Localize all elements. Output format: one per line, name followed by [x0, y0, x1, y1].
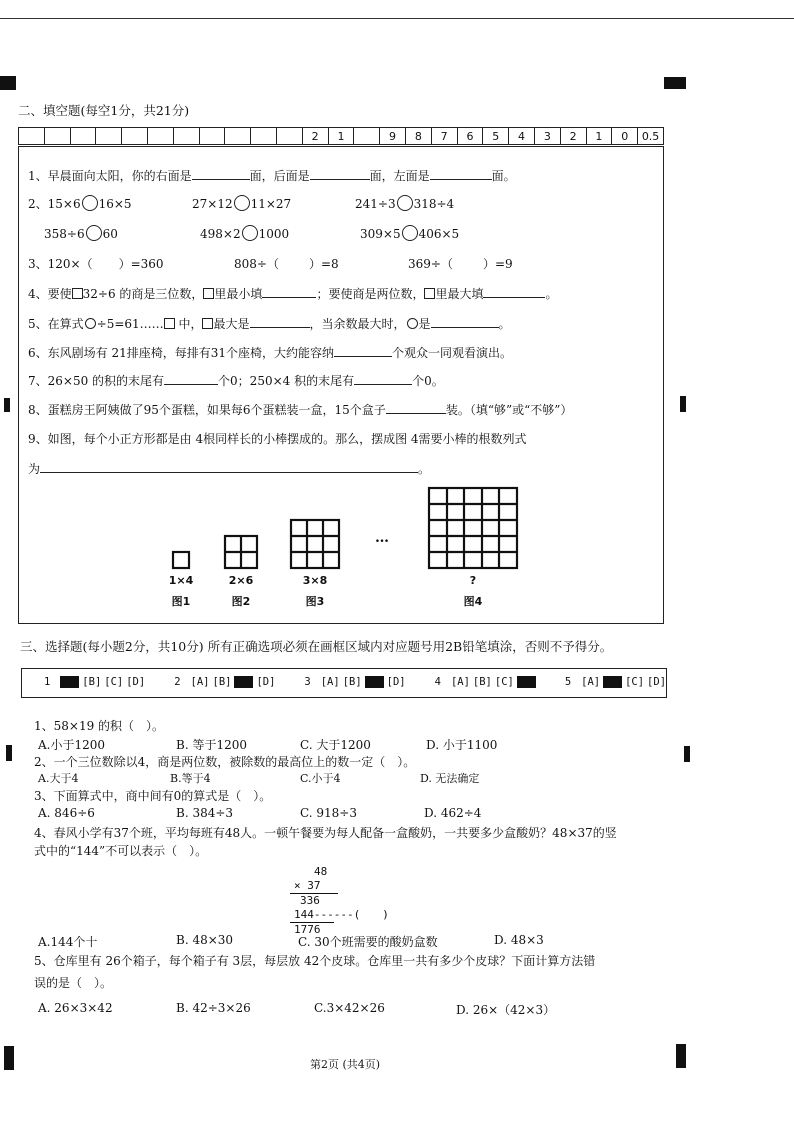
alignment-mark-bottom-right: [676, 1044, 686, 1068]
question-4: 4、要使 32÷6 的商是三位数， 里最小填 ；要使商是两位数， 里最大填 。: [28, 287, 558, 301]
answer-blank[interactable]: [386, 403, 446, 414]
score-cell: 4: [509, 128, 535, 145]
choice-1-stem: 1、58×19 的积（ ）。: [34, 719, 165, 733]
figure-4-grid: [429, 488, 517, 568]
figure-1-size: 1×4: [168, 574, 194, 587]
answer-bubble[interactable]: [C]: [625, 676, 645, 688]
answer-bubble[interactable]: [D]: [647, 676, 667, 688]
answer-bubble[interactable]: [D]: [126, 676, 146, 688]
box-placeholder: [72, 288, 83, 299]
question-2-row-1c: 241÷3 318÷4: [355, 197, 455, 211]
score-cell: 2: [560, 128, 586, 145]
choice-2-option-d[interactable]: D. 无法确定: [420, 772, 480, 785]
choice-2-option-c[interactable]: C.小于4: [300, 772, 341, 785]
figure-2-size: 2×6: [228, 574, 254, 587]
answer-blank[interactable]: [431, 317, 499, 328]
answer-bubble[interactable]: [A]: [450, 676, 470, 688]
question-5: 5、在算式 ÷5=61…… 中， 最大是 ，当余数最大时， 是 。: [28, 317, 511, 331]
compare-circle[interactable]: [402, 225, 418, 241]
choice-4-option-c[interactable]: C. 30个班需要的酸奶盒数: [298, 935, 438, 949]
answer-bubble[interactable]: [B]: [212, 676, 232, 688]
alignment-mark-mid-right: [680, 396, 686, 412]
choice-5-option-c[interactable]: C.3×42×26: [314, 1001, 385, 1015]
answer-bubble[interactable]: [A]: [320, 676, 340, 688]
figure-1-name: 图1: [171, 595, 191, 608]
compare-circle[interactable]: [242, 225, 258, 241]
section-title-choice: 三、选择题(每小题2分，共10分) 所有正确选项必须在画框区域内对应题号用2B铅笔填涂，否则不予得分。: [20, 639, 613, 654]
vertical-line-4: 144------( ): [290, 908, 334, 923]
answer-bubble[interactable]: [A]: [60, 676, 80, 688]
choice-1-option-b[interactable]: B. 等于1200: [176, 738, 247, 752]
answer-sheet-number: 4: [434, 676, 441, 688]
score-cell: 2: [302, 128, 328, 145]
answer-blank[interactable]: [310, 169, 370, 180]
vertical-line-1: 48: [314, 865, 328, 878]
answer-sheet-question-5: [565, 676, 669, 688]
answer-blank[interactable]: [192, 169, 250, 180]
figure-ellipsis: …: [375, 530, 389, 546]
question-6: 6、东风剧场有 21排座椅，每排有31个座椅，大约能容纳 个观众一同观看演出。: [28, 346, 513, 360]
answer-sheet-number: 5: [564, 676, 572, 688]
box-placeholder: [164, 318, 175, 329]
answer-blank[interactable]: [354, 374, 412, 385]
answer-sheet-number: 3: [304, 676, 311, 688]
choice-4-option-a[interactable]: A.144个十: [38, 935, 98, 949]
figure-4-size: ?: [469, 574, 477, 587]
answer-bubble[interactable]: [B]: [82, 676, 102, 688]
score-cell: 6: [457, 128, 483, 145]
question-3: 3、120×（ ）=360: [28, 257, 164, 271]
question-3c: 369÷（ ）=9: [408, 257, 513, 271]
question-9-line-2: 为 。: [28, 462, 431, 476]
question-7: 7、26×50 的积的末尾有 个0；250×4 积的末尾有 个0。: [28, 374, 444, 388]
vertical-line-3: 336: [300, 894, 320, 907]
question-2-row-1: 2、15×6 16×5: [28, 197, 132, 211]
circle-placeholder: [85, 318, 96, 329]
answer-sheet-question-2: [174, 676, 278, 688]
score-cell: [122, 128, 148, 145]
alignment-mark-mid-left: [4, 398, 10, 412]
figure-2-name: 图2: [231, 595, 251, 608]
question-1: 1、早晨面向太阳，你的右面是 面，后面是 面，左面是 面。: [28, 169, 516, 183]
answer-blank[interactable]: [430, 169, 492, 180]
page-footer: 第2页 (共4页): [310, 1058, 381, 1071]
figure-4-name: 图4: [463, 595, 483, 608]
choice-4-stem-line-2: 式中的“144”不可以表示（ ）。: [34, 844, 208, 858]
choice-2-option-b[interactable]: B.等于4: [170, 772, 211, 785]
vertical-line-5: 1776: [294, 923, 321, 936]
score-cell: 7: [431, 128, 457, 145]
score-cell: [251, 128, 277, 145]
answer-blank[interactable]: [334, 346, 392, 357]
figure-2-grid: [225, 536, 257, 568]
question-2-row-2c: 309×5 406×5: [360, 227, 460, 241]
score-cell: [276, 128, 302, 145]
box-placeholder: [424, 288, 435, 299]
choice-3-option-d[interactable]: D. 462÷4: [424, 806, 482, 820]
alignment-mark-low-left: [6, 745, 12, 761]
compare-circle[interactable]: [86, 225, 102, 241]
compare-circle[interactable]: [234, 195, 250, 211]
choice-1-option-a[interactable]: A.小于1200: [38, 738, 106, 752]
answer-blank[interactable]: [483, 287, 545, 298]
score-cell: 0: [612, 128, 638, 145]
choice-3-option-c[interactable]: C. 918÷3: [300, 806, 357, 820]
box-placeholder: [203, 288, 214, 299]
score-cell: 8: [405, 128, 431, 145]
answer-blank[interactable]: [164, 374, 218, 385]
section-title-fill-blank: 二、填空题(每空1分，共21分): [18, 103, 190, 118]
question-8: 8、蛋糕房王阿姨做了95个蛋糕，如果每6个蛋糕装一盒，15个盒子 装。（填“够”或“不够”）: [28, 403, 573, 417]
compare-circle[interactable]: [397, 195, 413, 211]
figure-3-name: 图3: [305, 595, 325, 608]
score-cell: 1: [328, 128, 354, 145]
answer-bubble[interactable]: [B]: [472, 676, 492, 688]
score-grid: [18, 127, 664, 145]
answer-bubble[interactable]: [D]: [256, 676, 276, 688]
choice-4-option-b[interactable]: B. 48×30: [176, 933, 234, 947]
answer-bubble[interactable]: [C]: [234, 676, 254, 688]
score-cell: 0.5: [638, 128, 664, 145]
vertical-line-2: × 37: [290, 879, 338, 894]
answer-sheet-question-1: [44, 676, 148, 688]
score-cell: 3: [534, 128, 560, 145]
answer-sheet-question-3: [304, 676, 408, 688]
alignment-mark-bottom-left: [4, 1046, 14, 1070]
compare-circle[interactable]: [82, 195, 98, 211]
score-cell: [173, 128, 199, 145]
answer-sheet-question-4: [435, 676, 539, 688]
question-2-row-2: 358÷6 60: [44, 227, 118, 241]
answer-bubble[interactable]: [C]: [364, 676, 384, 688]
choice-5-option-d[interactable]: D. 26×（42×3）: [456, 1003, 556, 1017]
top-rule: [0, 18, 794, 19]
answer-bubble[interactable]: [C]: [494, 676, 514, 688]
question-2-row-2b: 498×2 1000: [200, 227, 290, 241]
answer-bubble[interactable]: [A]: [190, 676, 210, 688]
question-2-row-1b: 27×12 11×27: [192, 197, 292, 211]
choice-5-stem-line-2: 误的是（ ）。: [34, 976, 113, 990]
vertical-multiplication: [290, 865, 389, 937]
choice-3-option-a[interactable]: A. 846÷6: [38, 806, 95, 820]
matchstick-figures: [0, 470, 560, 610]
choice-4-option-d[interactable]: D. 48×3: [494, 933, 544, 947]
answer-bubble[interactable]: [D]: [386, 676, 406, 688]
score-cell: [96, 128, 122, 145]
score-cell: [147, 128, 173, 145]
choice-3-option-b[interactable]: B. 384÷3: [176, 806, 234, 820]
circle-placeholder: [407, 318, 418, 329]
score-cell: [19, 128, 45, 145]
choice-5-option-b[interactable]: B. 42÷3×26: [176, 1001, 251, 1015]
answer-bubble[interactable]: [B]: [342, 676, 362, 688]
score-cell: [199, 128, 225, 145]
choice-5-option-a[interactable]: A. 26×3×42: [38, 1001, 113, 1015]
alignment-mark-top-left: [0, 76, 16, 90]
choice-1-option-c[interactable]: C. 大于1200: [300, 738, 371, 752]
score-cell: 5: [483, 128, 509, 145]
score-cell: [44, 128, 70, 145]
choice-2-option-a[interactable]: A.大于4: [38, 772, 79, 785]
question-3b: 808÷（ ）=8: [234, 257, 339, 271]
choice-2-stem: 2、一个三位数除以4，商是两位数，被除数的最高位上的数一定（ ）。: [34, 755, 416, 769]
score-cell: [70, 128, 96, 145]
score-cell: [225, 128, 251, 145]
choice-1-option-d[interactable]: D. 小于1100: [426, 738, 498, 752]
answer-blank[interactable]: [262, 287, 316, 298]
figure-3-size: 3×8: [302, 574, 328, 587]
box-placeholder: [202, 318, 213, 329]
score-cell: 1: [586, 128, 612, 145]
answer-bubble[interactable]: [D]: [516, 676, 536, 688]
alignment-mark-top-right: [664, 77, 686, 89]
score-cell: 9: [380, 128, 406, 145]
question-9: 9、如图，每个小正方形都是由 4根同样长的小棒摆成的。那么，摆成图 4需要小棒的根数列式: [28, 432, 527, 446]
answer-sheet-number: 1: [44, 676, 51, 688]
answer-bubble[interactable]: [A]: [581, 676, 601, 688]
answer-blank[interactable]: [250, 317, 310, 328]
alignment-mark-low-right: [684, 746, 690, 762]
answer-bubble[interactable]: [B]: [603, 676, 623, 688]
choice-3-stem: 3、下面算式中，商中间有0的算式是（ ）。: [34, 789, 272, 803]
answer-bubble[interactable]: [C]: [104, 676, 124, 688]
score-cell: [354, 128, 380, 145]
answer-sheet-number: 2: [174, 676, 181, 688]
figure-3-grid: [291, 520, 339, 568]
answer-sheet-row: [44, 676, 695, 688]
choice-5-stem: 5、仓库里有 26个箱子，每个箱子有 3层，每层放 42个皮球。仓库里一共有多少个皮球？下面计算方法错: [34, 954, 596, 968]
figure-1-grid: [173, 552, 189, 568]
choice-4-stem: 4、春风小学有37个班，平均每班有48人。一顿午餐要为每人配备一盒酸奶，一共要多少盒酸奶？48×37的竖: [34, 826, 617, 840]
